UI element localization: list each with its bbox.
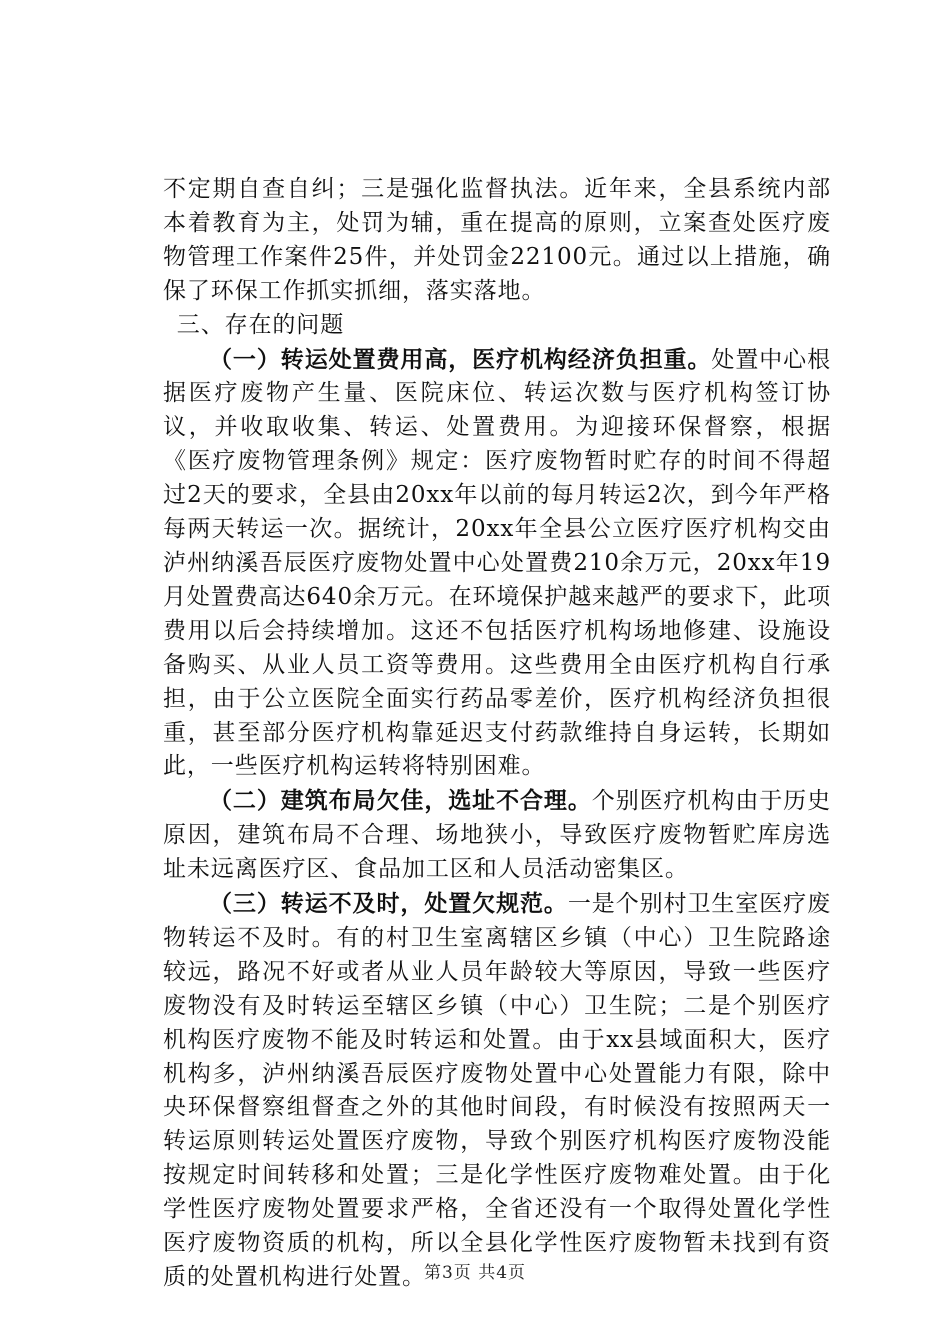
- page-footer: [0, 1258, 950, 1283]
- issue-lead-2: （二）建筑布局欠佳，选址不合理。: [209, 787, 592, 815]
- issue-text-1: 处置中心根据医疗废物产生量、医院床位、转运次数与医疗机构签订协议，并收取收集、转运、处置费用。为迎接环保督察，根据《医疗废物管理条例》规定：医疗废物暂时贮存的时间不得超过2天的要求，全县由20xx年以前的每月转运2次，到今年严格每两天转运一次。据统计，20xx年全县公立医疗医疗机构交由泸州纳溪吾辰医疗废物处置中心处置费210余万元，20xx年19月处置费高达640余万元。在环境保护越来越严的要求下，此项费用以后会持续增加。这还不包括医疗机构场地修建、设施设备购买、从业人员工资等费用。这些费用全由医疗机构自行承担，由于公立医院全面实行药品零差价，医疗机构经济负担很重，甚至部分医疗机构靠延迟支付药款维持自身运转，长期如此，一些医疗机构运转将特别困难。: [163, 346, 832, 780]
- continuation-paragraph: [163, 173, 831, 309]
- section-heading: [163, 309, 831, 343]
- issue-paragraph-3: [163, 887, 831, 1295]
- issue-lead-3: （三）转运不及时，处置欠规范。: [209, 890, 568, 918]
- document-body: [163, 173, 831, 1295]
- issue-paragraph-2: [163, 784, 831, 887]
- issue-text-3: 一是个别村卫生室医疗废物转运不及时。有的村卫生室离辖区乡镇（中心）卫生院路途较远，路况不好或者从业人员年龄较大等原因，导致一些医疗废物没有及时转运至辖区乡镇（中心）卫生院；二是个别医疗机构医疗废物不能及时转运和处置。由于xx县域面积大，医疗机构多，泸州纳溪吾辰医疗废物处置中心处置能力有限，除中央环保督察组督查之外的其他时间段，有时候没有按照两天一转运原则转运处置医疗废物，导致个别医疗机构医疗废物没能按规定时间转移和处置；三是化学性医疗废物难处置。由于化学性医疗废物处置要求严格，全省还没有一个取得处置化学性医疗废物资质的机构，所以全县化学性医疗废物暂未找到有资质的处置机构进行处置。: [163, 891, 831, 1290]
- issue-text-2: 个别医疗机构由于历史原因，建筑布局不合理、场地狭小，导致医疗废物暂贮库房选址未远离医疗区、食品加工区和人员活动密集区。: [163, 788, 831, 883]
- page-number: 第3页 共4页: [423, 1263, 527, 1283]
- paragraph-text: 不定期自查自纠；三是强化监督执法。近年来，全县系统内部本着教育为主，处罚为辅，重在提高的原则，立案查处医疗废物管理工作案件25件，并处罚金22100元。通过以上措施，确保了环保工作抓实抓细，落实落地。: [163, 176, 831, 304]
- issue-lead-1: （一）转运处置费用高，医疗机构经济负担重。: [209, 345, 712, 373]
- issue-paragraph-1: [163, 343, 831, 785]
- section-heading-text: 三、存在的问题: [176, 311, 345, 338]
